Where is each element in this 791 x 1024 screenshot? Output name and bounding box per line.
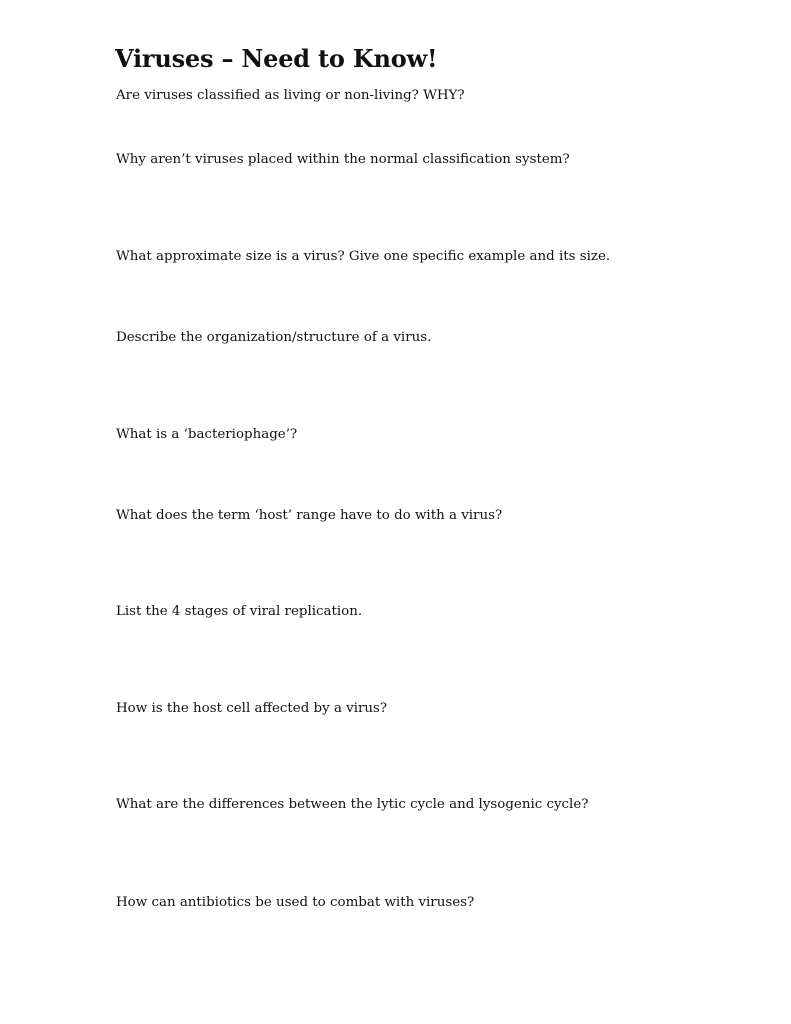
question-7: List the 4 stages of viral replication. [116,604,363,619]
question-2: Why aren’t viruses placed within the normal classification system? [116,152,570,167]
question-4: Describe the organization/structure of a virus. [116,330,432,345]
question-3: What approximate size is a virus? Give one specific example and its size. [116,249,611,264]
question-6: What does the term ‘host’ range have to do with a virus? [116,508,503,523]
page-title: Viruses – Need to Know! [115,44,438,73]
question-1: Are viruses classified as living or non-living? WHY? [116,88,465,103]
question-9: What are the differences between the lytic cycle and lysogenic cycle? [116,797,589,812]
question-8: How is the host cell affected by a virus? [116,701,388,716]
question-5: What is a ‘bacteriophage’? [116,427,298,442]
question-10: How can antibiotics be used to combat with viruses? [116,895,475,910]
